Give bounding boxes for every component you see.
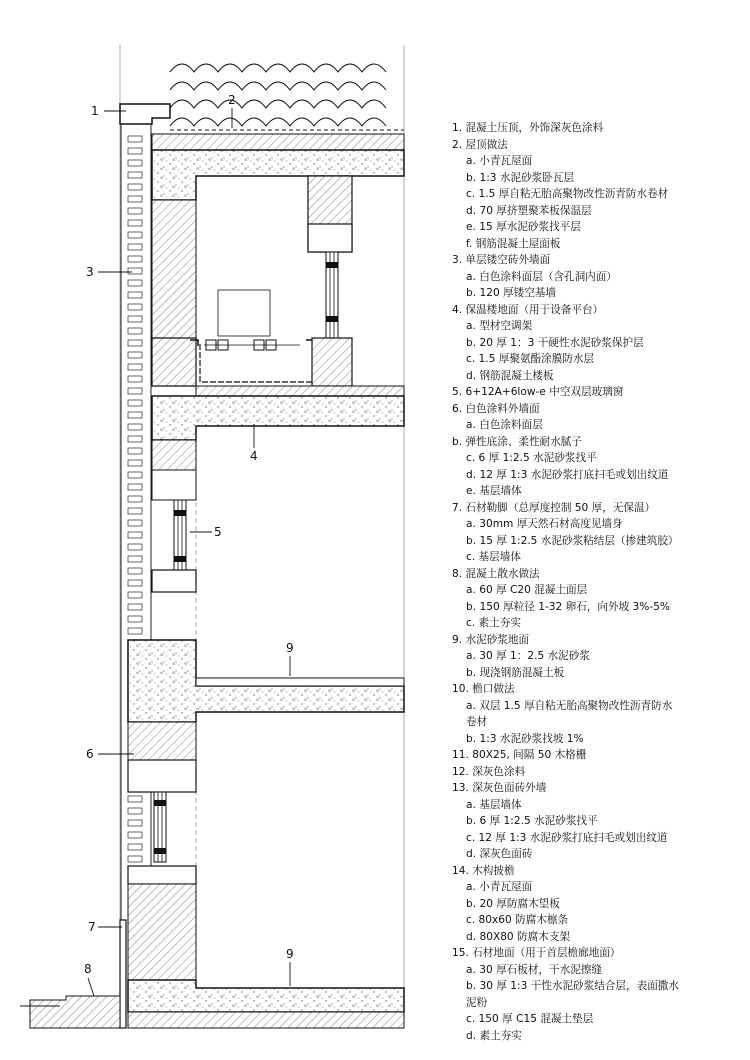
legend-item: 1. 混凝土压顶，外饰深灰色涂料 xyxy=(452,122,604,134)
legend-subitem: c. 1.5 厚聚氨酯涂膜防水层 xyxy=(466,353,595,365)
brick-hole xyxy=(128,508,142,514)
brick-hole xyxy=(128,544,142,550)
legend-subitem: a. 基层墙体 xyxy=(466,798,522,811)
brick-hole xyxy=(128,472,142,478)
brick-hole xyxy=(128,136,142,142)
roof-tiles xyxy=(170,64,404,130)
callout-3: 3 xyxy=(86,265,94,279)
middle-wall-window xyxy=(152,440,196,592)
legend-subitem: d. 深灰色面砖 xyxy=(466,848,533,860)
legend-item: 12. 深灰色涂料 xyxy=(452,765,526,778)
legend-subitem: d. 70 厚挤塑聚苯板保温层 xyxy=(466,204,592,217)
brick-hole xyxy=(128,304,142,310)
legend-subitem: c. 1.5 厚自粘无胎高聚物改性沥青防水卷材 xyxy=(466,188,669,200)
legend-item: 13. 深灰色面砖外墙 xyxy=(452,782,547,794)
legend-subitem: f. 钢筋混凝土屋面板 xyxy=(466,237,561,250)
brick-hole xyxy=(128,484,142,490)
brick-hole xyxy=(128,820,142,826)
brick-hole xyxy=(128,436,142,442)
brick-hole xyxy=(128,184,142,190)
legend-item: 15. 石材地面（用于首层檐廊地面） xyxy=(452,947,621,959)
material-legend xyxy=(452,120,744,1044)
brick-hole xyxy=(128,628,142,634)
brick-hole xyxy=(128,388,142,394)
legend-subitem: a. 30 厚石板材，干水泥擦缝 xyxy=(466,963,603,976)
legend-item: 3. 单层镂空砖外墙面 xyxy=(452,254,551,266)
brick-hole xyxy=(128,232,142,238)
legend-subitem: b. 1:3 水泥砂浆卧瓦层 xyxy=(466,171,575,184)
callout-8: 8 xyxy=(84,962,92,976)
legend-subitem: d. 12 厚 1:3 水泥砂浆打底扫毛或划出纹道 xyxy=(466,468,669,481)
legend-subitem: b. 弹性底涂、柔性耐水腻子 xyxy=(452,435,582,448)
legend-subitem: b. 6 厚 1:2.5 水泥砂浆找平 xyxy=(466,815,598,827)
upper-window xyxy=(308,176,352,338)
legend-subitem: 卷材 xyxy=(466,716,488,728)
callout-9-upper: 9 xyxy=(286,641,294,655)
legend-item: 5. 6+12A+6low-e 中空双层玻璃窗 xyxy=(452,386,624,398)
legend-subitem: a. 30mm 厚天然石材高度见墙身 xyxy=(466,518,623,530)
brick-hole xyxy=(128,532,142,538)
brick-hole xyxy=(128,352,142,358)
legend-subitem: a. 型材空调架 xyxy=(466,320,533,332)
callout-7: 7 xyxy=(88,920,96,934)
legend-subitem: e. 15 厚水泥砂浆找平层 xyxy=(466,221,581,233)
legend-subitem: b. 150 厚粒径 1-32 卵石，向外坡 3%-5% xyxy=(466,600,670,613)
brick-hole xyxy=(128,196,142,202)
brick-hole xyxy=(128,856,142,862)
callout-6: 6 xyxy=(86,747,94,761)
legend-subitem: c. 素土夯实 xyxy=(466,617,521,629)
legend-subitem: b. 现浇钢筋混凝土板 xyxy=(466,666,565,679)
legend-item: 4. 保温楼地面（用于设备平台） xyxy=(452,303,604,316)
callout-5: 5 xyxy=(214,525,222,539)
legend-subitem: d. 素土夯实 xyxy=(466,1029,522,1042)
brick-hole xyxy=(128,160,142,166)
legend-item: 8. 混凝土散水做法 xyxy=(452,567,540,580)
brick-hole xyxy=(128,340,142,346)
legend-subitem: c. 6 厚 1:2.5 水泥砂浆找平 xyxy=(466,452,597,464)
legend-subitem: b. 1:3 水泥砂浆找坡 1% xyxy=(466,732,584,745)
brick-hole xyxy=(128,148,142,154)
legend-subitem: a. 双层 1.5 厚自粘无胎高聚物改性沥青防水 xyxy=(466,699,673,712)
brick-hole xyxy=(128,208,142,214)
legend-item: 2. 屋顶做法 xyxy=(452,138,508,151)
brick-hole xyxy=(128,556,142,562)
legend-subitem: a. 30 厚 1：2.5 水泥砂浆 xyxy=(466,650,590,662)
brick-hole xyxy=(128,796,142,802)
brick-hole xyxy=(128,376,142,382)
brick-hole xyxy=(128,832,142,838)
brick-hole xyxy=(128,808,142,814)
brick-hole xyxy=(128,520,142,526)
concrete-coping xyxy=(120,104,170,124)
legend-subitem: b. 120 厚镂空基墙 xyxy=(466,287,557,299)
callout-9-lower: 9 xyxy=(286,947,294,961)
brick-holes xyxy=(128,136,142,994)
brick-hole xyxy=(128,400,142,406)
brick-hole xyxy=(128,328,142,334)
upper-floor-slab xyxy=(128,640,404,722)
legend-subitem: a. 白色涂料面层（含孔洞内面） xyxy=(466,270,617,283)
legend-subitem: b. 30 厚 1:3 干性水泥砂浆结合层，表面撒水 xyxy=(466,980,679,992)
legend-subitem: d. 80X80 防腐木支架 xyxy=(466,930,571,943)
brick-hole xyxy=(128,256,142,262)
legend-subitem: a. 小青瓦屋面 xyxy=(466,881,533,893)
legend-item: 11. 80X25, 间隔 50 木格栅 xyxy=(452,749,587,761)
brick-hole xyxy=(128,280,142,286)
brick-hole xyxy=(128,364,142,370)
callout-2: 2 xyxy=(228,93,236,107)
legend-subitem: b. 20 厚防腐木望板 xyxy=(466,897,560,910)
brick-hole xyxy=(128,460,142,466)
legend-subitem: b. 15 厚 1:2.5 水泥砂浆粘结层（掺建筑胶） xyxy=(466,534,679,547)
roof-insulation xyxy=(152,134,404,150)
brick-hole xyxy=(128,568,142,574)
callout-4: 4 xyxy=(250,449,258,463)
legend-subitem: b. 20 厚 1：3 干硬性水泥砂浆保护层 xyxy=(466,336,644,349)
legend-item: 7. 石材勒脚（总厚度控制 50 厚，无保温） xyxy=(452,501,656,514)
roof-slab xyxy=(152,150,404,200)
brick-hole xyxy=(128,244,142,250)
legend-subitem: a. 白色涂料面层 xyxy=(466,419,543,431)
legend-subitem: a. 小青瓦屋面 xyxy=(466,155,533,167)
legend-subitem: e. 基层墙体 xyxy=(466,485,522,497)
brick-hole xyxy=(128,220,142,226)
brick-hole xyxy=(128,580,142,586)
brick-hole xyxy=(128,604,142,610)
brick-hole xyxy=(128,172,142,178)
legend-subitem: c. 基层墙体 xyxy=(466,551,521,563)
legend-subitem: c. 80x60 防腐木檩条 xyxy=(466,914,569,926)
legend-item: 6. 白色涂料外墙面 xyxy=(452,402,540,415)
ground-floor xyxy=(20,884,404,1028)
brick-hole xyxy=(128,592,142,598)
legend-subitem: c. 12 厚 1:3 水泥砂浆打底扫毛或划出纹道 xyxy=(466,831,668,844)
legend-item: 14. 木构披檐 xyxy=(452,864,515,877)
legend-subitem: 泥粉 xyxy=(466,996,488,1009)
callout-1: 1 xyxy=(91,104,99,118)
brick-hole xyxy=(128,844,142,850)
legend-subitem: c. 150 厚 C15 混凝土垫层 xyxy=(466,1013,594,1025)
legend-subitem: a. 60 厚 C20 混凝土面层 xyxy=(466,584,588,596)
legend-item: 9. 水泥砂浆地面 xyxy=(452,633,530,646)
upper-pier xyxy=(152,200,196,338)
brick-hole xyxy=(128,448,142,454)
brick-hole xyxy=(128,496,142,502)
brick-hole xyxy=(128,292,142,298)
brick-hole xyxy=(128,424,142,430)
legend-subitem: d. 钢筋混凝土楼板 xyxy=(466,369,554,382)
legend-item: 10. 檐口做法 xyxy=(452,683,515,695)
brick-hole xyxy=(128,316,142,322)
brick-hole xyxy=(128,268,142,274)
brick-hole xyxy=(128,412,142,418)
brick-hole xyxy=(128,616,142,622)
